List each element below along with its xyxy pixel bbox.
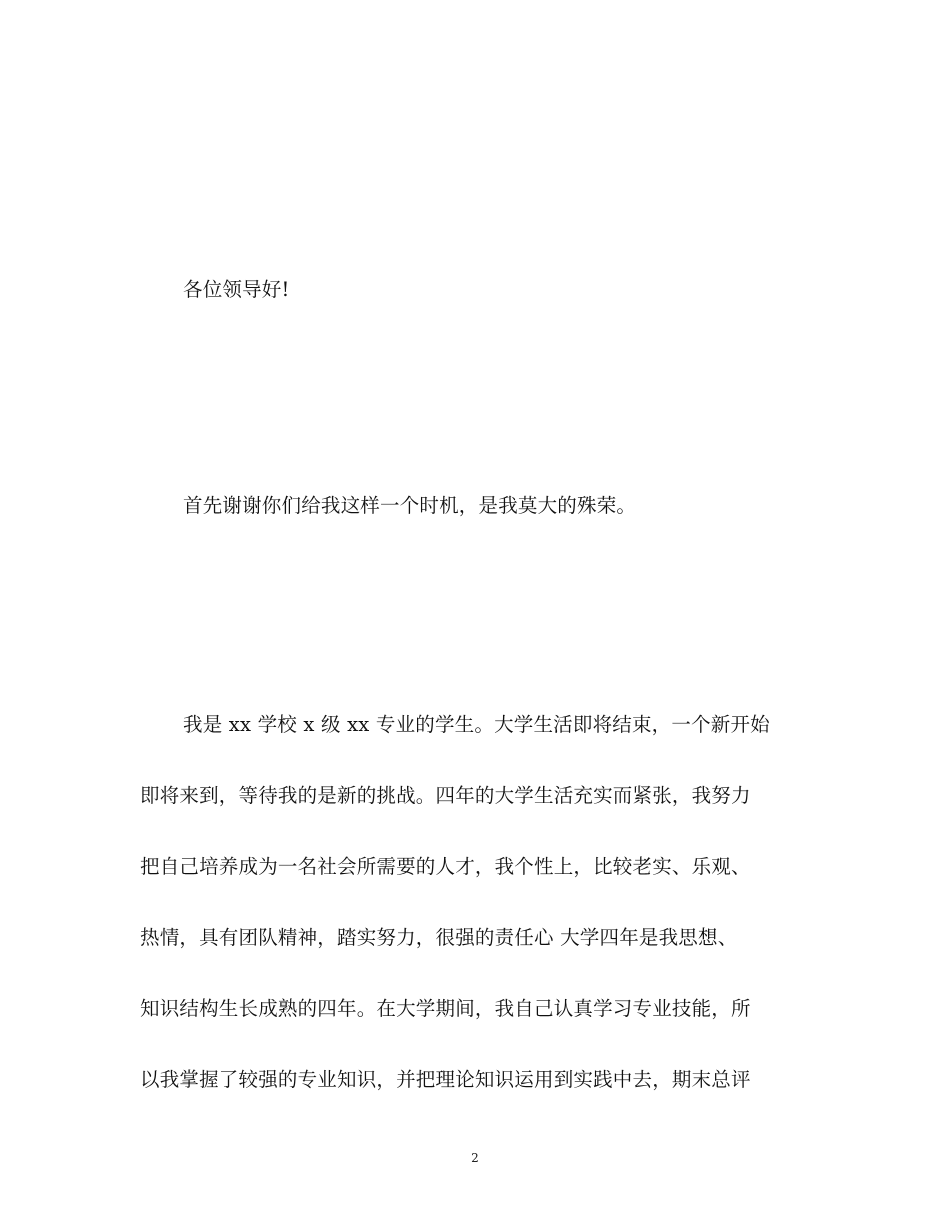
body-paragraph-line: 以我掌握了较强的专业知识，并把理论知识运用到实践中去，期末总评 — [140, 1068, 751, 1091]
intro-paragraph: 首先谢谢你们给我这样一个时机，是我莫大的殊荣。 — [183, 494, 637, 517]
body-paragraph-line: 知识结构生长成熟的四年。在大学期间，我自己认真学习专业技能，所 — [140, 997, 751, 1020]
page-number: 2 — [471, 1151, 479, 1165]
body-paragraph-line: 即将来到，等待我的是新的挑战。四年的大学生活充实而紧张，我努力 — [140, 784, 751, 807]
body-paragraph-line: 我是 xx 学校 x 级 xx 专业的学生。大学生活即将结束，一个新开始 — [183, 713, 770, 736]
greeting-paragraph: 各位领导好! — [183, 278, 290, 301]
body-paragraph-line: 把自己培养成为一名社会所需要的人才，我个性上，比较老实、乐观、 — [140, 855, 751, 878]
body-paragraph-line: 热情，具有团队精神，踏实努力，很强的责任心 大学四年是我思想、 — [140, 926, 738, 949]
